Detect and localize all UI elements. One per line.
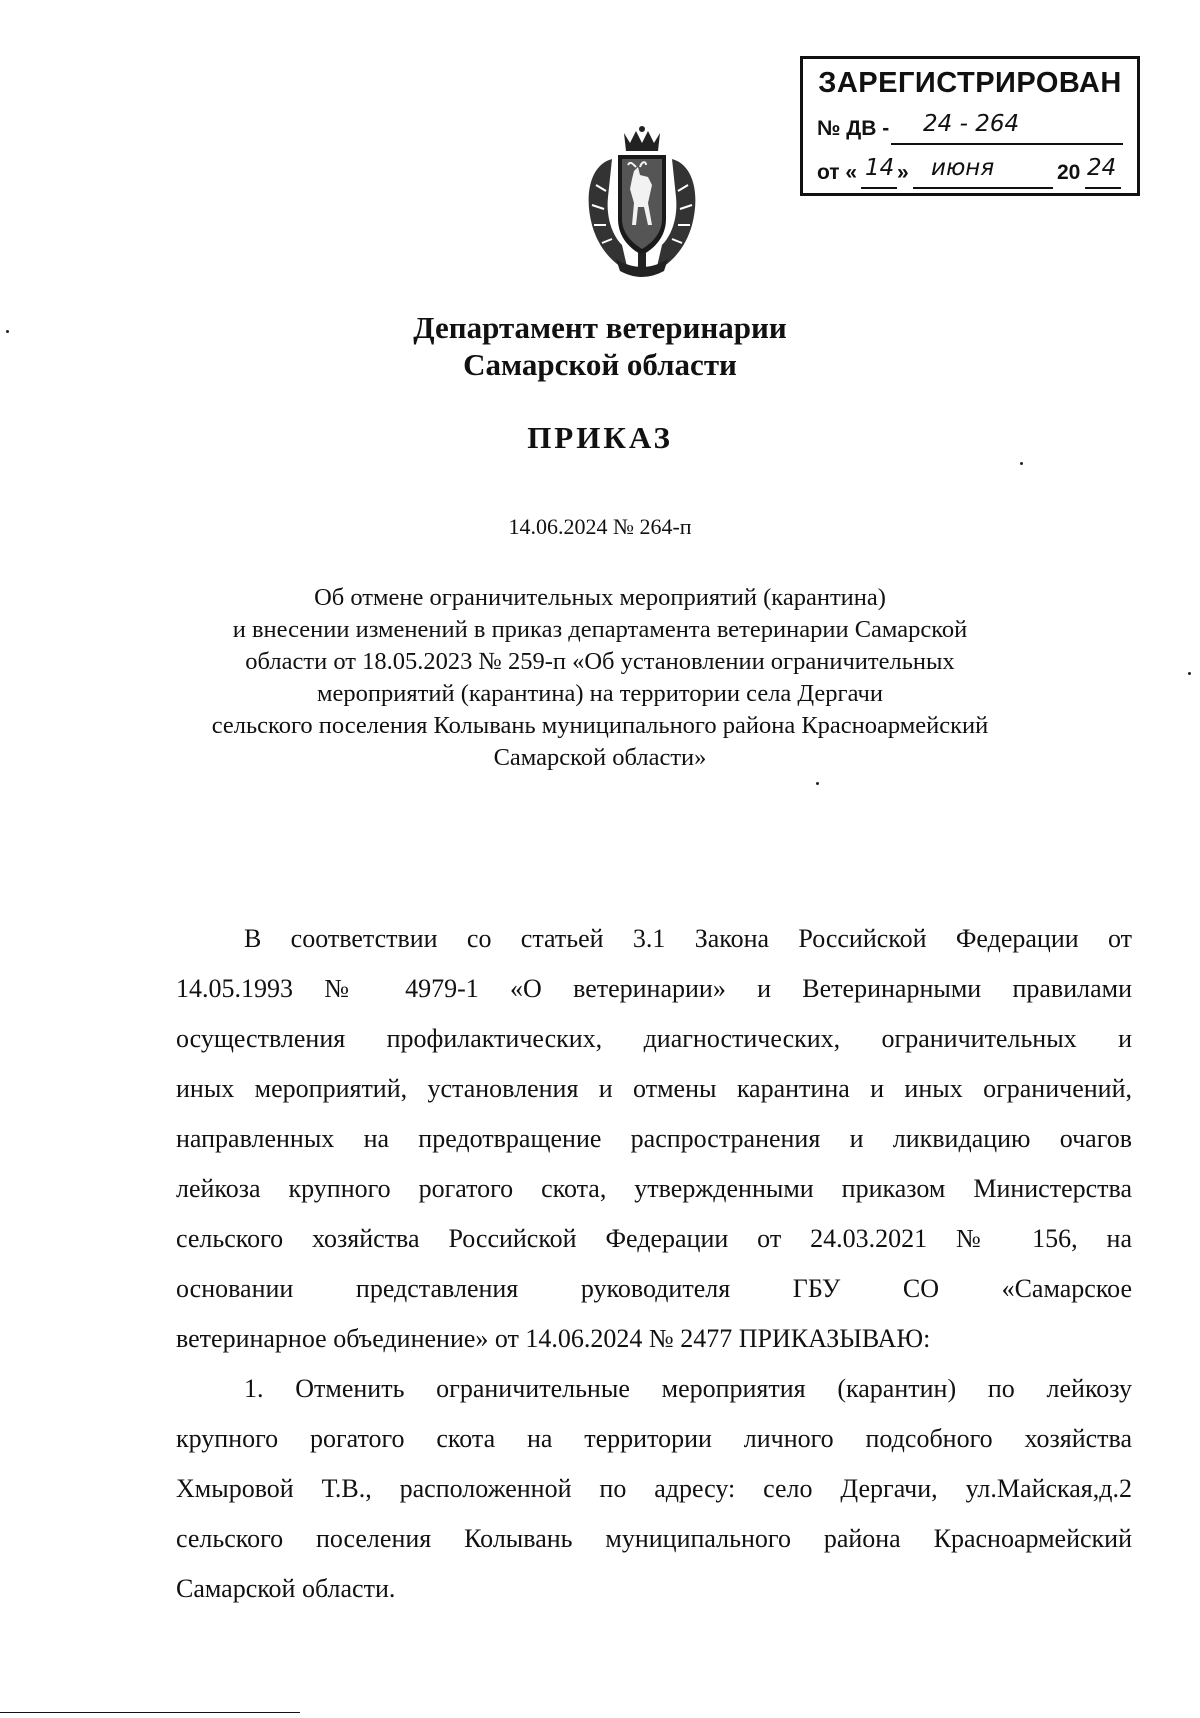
- stamp-date-year-suffix: 24: [1087, 155, 1117, 181]
- body-line: иных мероприятий, установления и отмены карантина и иных ограничений,: [176, 1074, 1132, 1103]
- body-line: направленных на предотвращение распространения и ликвидацию очагов: [176, 1124, 1132, 1153]
- document-type: ПРИКАЗ: [527, 420, 673, 455]
- stamp-date-day: 14: [865, 155, 895, 181]
- body-line: 14.05.1993 № 4979-1 «О ветеринарии» и Ветеринарными правилами: [176, 974, 1132, 1003]
- samara-coat-of-arms-icon: [572, 125, 712, 285]
- stamp-date-month: июня: [931, 155, 995, 181]
- scan-speck: [1020, 462, 1023, 465]
- body-line: Хмыровой Т.В., расположенной по адресу: село Дергачи, ул.Майская,д.2: [176, 1474, 1132, 1503]
- stamp-number-value: 24 - 264: [923, 111, 1020, 137]
- stamp-date-row: [817, 161, 857, 185]
- stamp-date-year-prefix: 20: [1057, 161, 1081, 184]
- stamp-number-prefix: № ДВ -: [817, 117, 890, 140]
- subject-line: мероприятий (карантина) на территории села Дергачи: [317, 680, 883, 707]
- subject-line: области от 18.05.2023 № 259-п «Об установлении ограничительных: [245, 648, 955, 675]
- stamp-number-row: [817, 117, 889, 141]
- body-line: 1. Отменить ограничительные мероприятия (карантин) по лейкозу: [244, 1374, 1132, 1403]
- scan-speck: [6, 330, 9, 333]
- body-line: крупного рогатого скота на территории личного подсобного хозяйства: [176, 1424, 1132, 1453]
- stamp-title: ЗАРЕГИСТРИРОВАН: [818, 67, 1122, 99]
- page-bottom-rule: [0, 1712, 300, 1713]
- body-line: лейкоза крупного рогатого скота, утвержденными приказом Министерства: [176, 1174, 1132, 1203]
- scan-speck: [816, 782, 819, 785]
- body-line: Самарской области.: [176, 1574, 396, 1603]
- department-name-line2: Самарской области: [463, 347, 737, 382]
- stamp-date-mid: »: [897, 161, 909, 184]
- stamp-date-prefix: от «: [817, 161, 858, 184]
- document-number-date: 14.06.2024 № 264-п: [508, 514, 692, 539]
- subject-line: Самарской области»: [493, 744, 707, 771]
- subject-line: Об отмене ограничительных мероприятий (карантина): [314, 584, 886, 611]
- body-line: сельского поселения Колывань муниципального района Красноармейский: [176, 1524, 1132, 1553]
- subject-line: сельского поселения Колывань муниципального района Красноармейский: [211, 712, 989, 739]
- registration-stamp: [800, 56, 1140, 196]
- body-line: ветеринарное объединение» от 14.06.2024 № 2477 ПРИКАЗЫВАЮ:: [176, 1324, 931, 1353]
- body-line: основании представления руководителя ГБУ СО «Самарское: [176, 1274, 1132, 1303]
- subject-line: и внесении изменений в приказ департамента ветеринарии Самарской: [232, 616, 968, 643]
- body-line: сельского хозяйства Российской Федерации от 24.03.2021 № 156, на: [176, 1224, 1132, 1253]
- body-line: В соответствии со статьей 3.1 Закона Российской Федерации от: [244, 924, 1132, 953]
- scan-speck: [1188, 672, 1191, 675]
- department-name-line1: Департамент ветеринарии: [413, 310, 787, 345]
- body-line: осуществления профилактических, диагностических, ограничительных и: [176, 1024, 1132, 1053]
